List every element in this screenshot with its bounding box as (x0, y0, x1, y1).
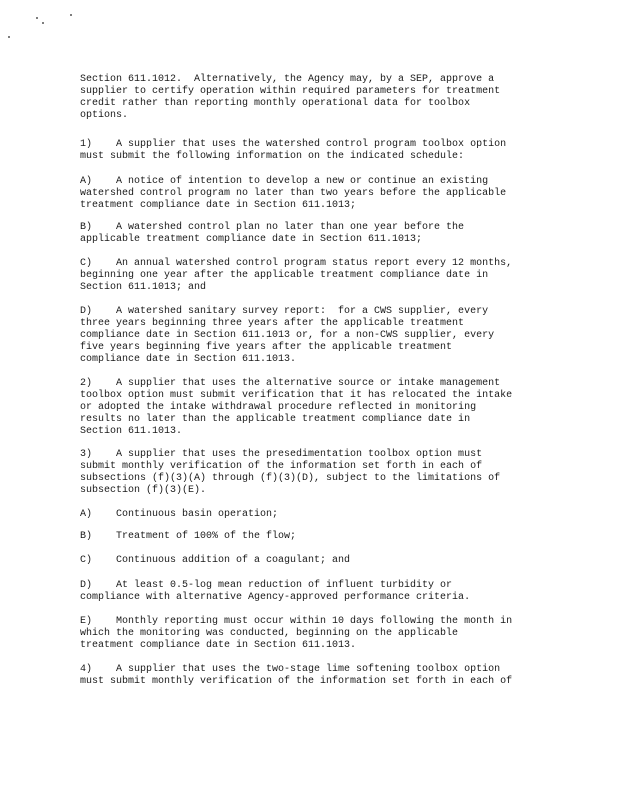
paragraph-item-1a: A) A notice of intention to develop a new or continue an existing watershed control program no later than two years before the applicable treatment compliance date in Section 611.1013; (80, 176, 507, 211)
scan-speck (70, 14, 72, 16)
paragraph-item-3: 3) A supplier that uses the presedimentation toolbox option must submit monthly verification of the information set forth in each of subsections (f)(3)(A) through (f)(3)(D), subject to the limitations of subsection (f)(3)(E). (80, 449, 501, 496)
paragraph-item-3d: D) At least 0.5-log mean reduction of influent turbidity or compliance with alternative Agency-approved performance criteria. (80, 580, 471, 603)
paragraph-item-3a: A) Continuous basin operation; (80, 509, 279, 520)
paragraph-item-1d: D) A watershed sanitary survey report: for a CWS supplier, every three years beginning three years after the applicable treatment compliance date in Section 611.1013 or, for a non-CWS supplier, every five years beginning five years after the applicable treatment compliance date in Section 611.1013. (80, 306, 495, 365)
scan-speck (42, 22, 44, 24)
paragraph-item-1b: B) A watershed control plan no later than one year before the applicable treatment compliance date in Section 611.1013; (80, 222, 465, 245)
paragraph-item-3b: B) Treatment of 100% of the flow; (80, 531, 297, 542)
scan-speck (8, 36, 10, 38)
paragraph-item-1c: C) An annual watershed control program status report every 12 months, beginning one year after the applicable treatment compliance date in Section 611.1013; and (80, 258, 513, 293)
paragraph-section-intro: Section 611.1012. Alternatively, the Agency may, by a SEP, approve a supplier to certify operation within required parameters for treatment credit rather than reporting monthly operational data for toolbox options. (80, 74, 501, 121)
paragraph-item-4: 4) A supplier that uses the two-stage lime softening toolbox option must submit monthly verification of the information set forth in each of (80, 664, 513, 687)
paragraph-item-3c: C) Continuous addition of a coagulant; and (80, 555, 351, 566)
scan-speck (36, 17, 38, 19)
paragraph-item-3e: E) Monthly reporting must occur within 10 days following the month in which the monitoring was conducted, beginning on the applicable treatment compliance date in Section 611.1013. (80, 616, 513, 651)
paragraph-item-2: 2) A supplier that uses the alternative source or intake management toolbox option must submit verification that it has relocated the intake or adopted the intake withdrawal procedure reflected in monitoring results no later than the applicable treatment compliance date in Section 611.1013. (80, 378, 513, 437)
paragraph-item-1: 1) A supplier that uses the watershed control program toolbox option must submit the following information on the indicated schedule: (80, 139, 507, 162)
